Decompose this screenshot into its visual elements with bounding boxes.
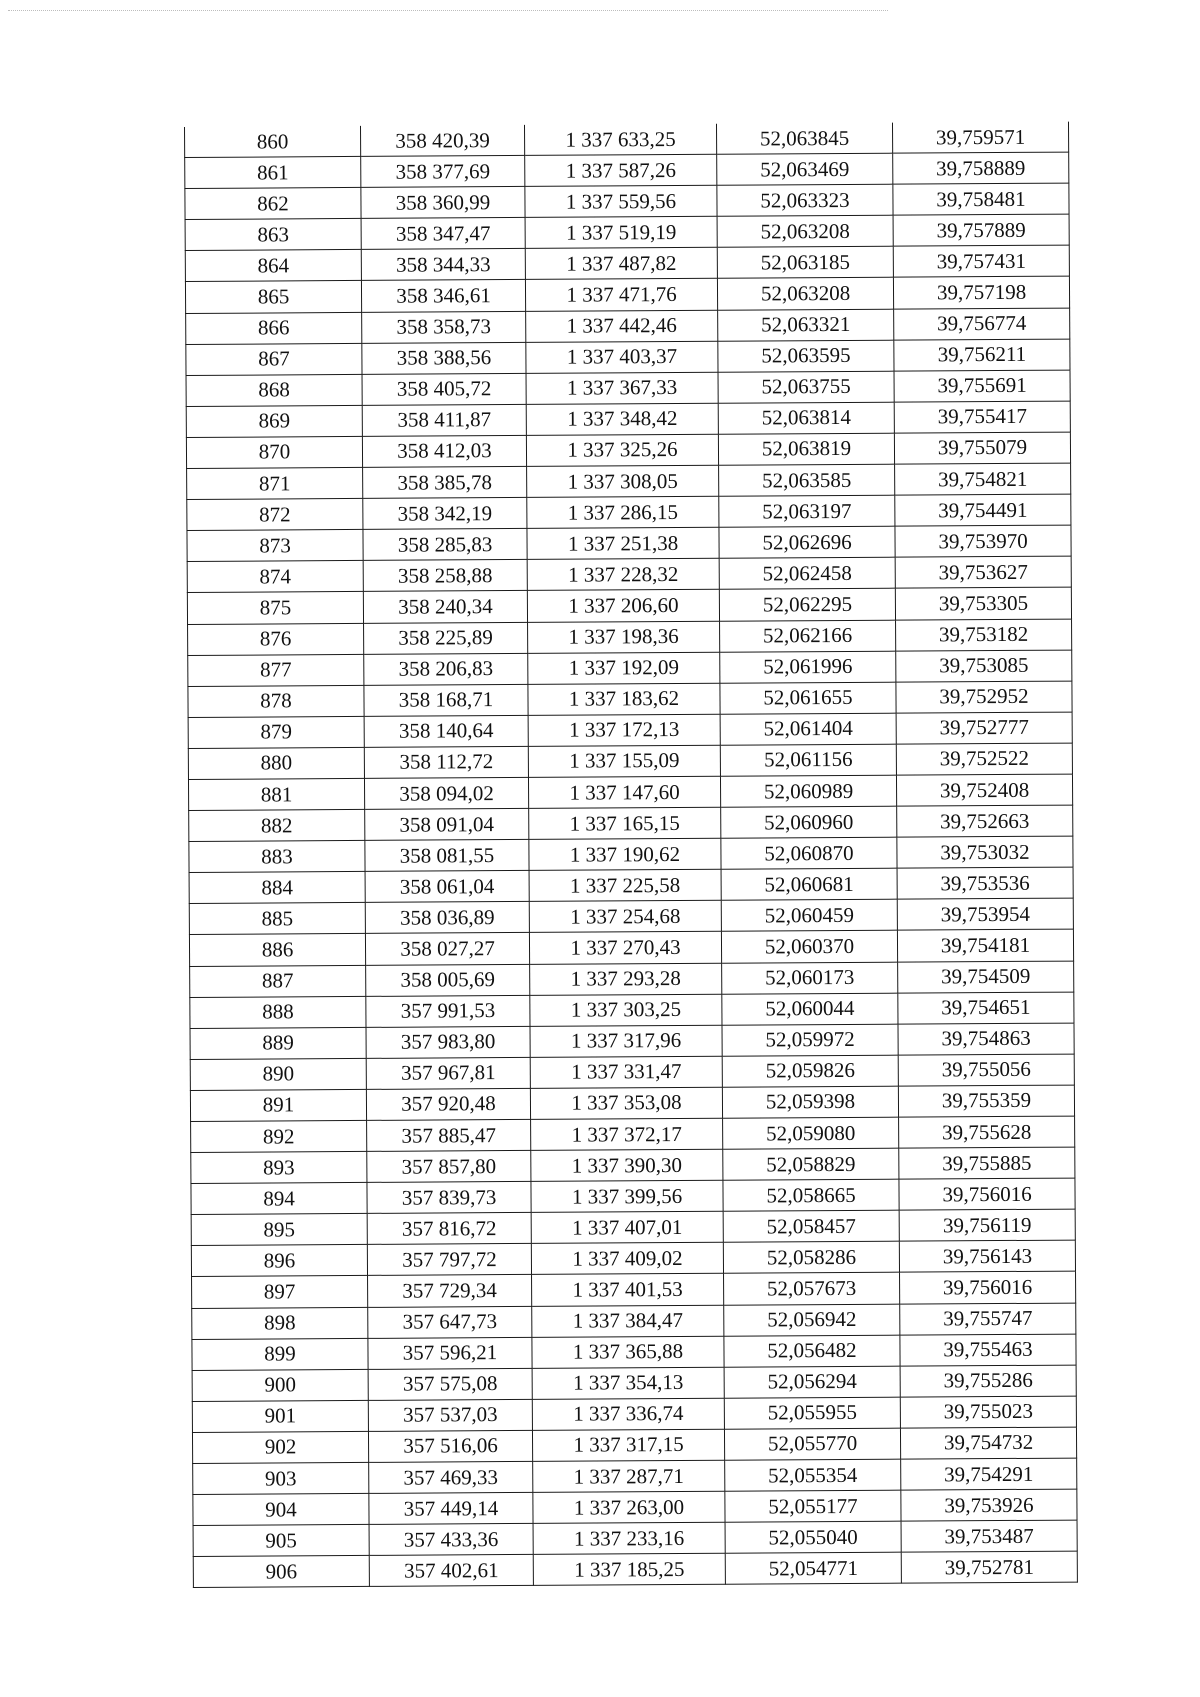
longitude-cell: 39,753305 [895,587,1071,619]
y-coordinate-cell: 1 337 206,60 [527,590,719,622]
longitude-cell: 39,754291 [901,1458,1077,1490]
latitude-cell: 52,060044 [722,993,898,1025]
longitude-cell: 39,755056 [898,1054,1074,1086]
y-coordinate-cell: 1 337 401,53 [532,1274,724,1306]
y-coordinate-cell: 1 337 336,74 [532,1398,724,1430]
x-coordinate-cell: 358 112,72 [364,746,528,778]
longitude-cell: 39,752781 [901,1551,1077,1583]
latitude-cell: 52,063469 [717,153,893,185]
point-number-cell: 883 [189,841,365,873]
point-number-cell: 869 [186,405,362,437]
y-coordinate-cell: 1 337 287,71 [533,1460,725,1492]
point-number-cell: 873 [187,530,363,562]
y-coordinate-cell: 1 337 286,15 [527,496,719,528]
y-coordinate-cell: 1 337 403,37 [526,341,718,373]
point-number-cell: 885 [189,903,365,935]
latitude-cell: 52,059398 [722,1086,898,1118]
latitude-cell: 52,061404 [720,713,896,745]
x-coordinate-cell: 358 091,04 [365,808,529,840]
point-number-cell: 870 [186,436,362,468]
longitude-cell: 39,753487 [901,1520,1077,1552]
point-number-cell: 890 [190,1058,366,1090]
x-coordinate-cell: 357 983,80 [366,1026,530,1058]
y-coordinate-cell: 1 337 587,26 [525,154,717,186]
y-coordinate-cell: 1 337 384,47 [532,1305,724,1337]
latitude-cell: 52,063323 [717,184,893,216]
latitude-cell: 52,062458 [719,557,895,589]
point-number-cell: 891 [190,1089,366,1121]
point-number-cell: 882 [189,809,365,841]
point-number-cell: 884 [189,872,365,904]
longitude-cell: 39,754651 [898,992,1074,1024]
point-number-cell: 899 [192,1338,368,1370]
y-coordinate-cell: 1 337 185,25 [533,1554,725,1586]
point-number-cell: 876 [188,623,364,655]
x-coordinate-cell: 357 991,53 [366,995,530,1027]
x-coordinate-cell: 358 206,83 [364,653,528,685]
point-number-cell: 906 [193,1556,369,1588]
latitude-cell: 52,059972 [722,1024,898,1056]
x-coordinate-cell: 358 061,04 [365,871,529,903]
longitude-cell: 39,752408 [896,774,1072,806]
x-coordinate-cell: 358 420,39 [360,125,524,157]
point-number-cell: 863 [185,219,361,251]
longitude-cell: 39,757198 [893,277,1069,309]
point-number-cell: 889 [190,1027,366,1059]
latitude-cell: 52,063819 [718,433,894,465]
x-coordinate-cell: 357 839,73 [367,1182,531,1214]
x-coordinate-cell: 357 857,80 [367,1150,531,1182]
latitude-cell: 52,063197 [719,495,895,527]
x-coordinate-cell: 357 885,47 [367,1119,531,1151]
longitude-cell: 39,754181 [897,930,1073,962]
y-coordinate-cell: 1 337 251,38 [527,527,719,559]
latitude-cell: 52,060870 [721,837,897,869]
latitude-cell: 52,060989 [720,775,896,807]
longitude-cell: 39,757889 [893,214,1069,246]
point-number-cell: 896 [191,1245,367,1277]
longitude-cell: 39,759571 [892,122,1068,154]
point-number-cell: 898 [192,1307,368,1339]
x-coordinate-cell: 358 342,19 [363,498,527,530]
x-coordinate-cell: 357 647,73 [368,1306,532,1338]
point-number-cell: 862 [185,188,361,220]
latitude-cell: 52,057673 [724,1273,900,1305]
y-coordinate-cell: 1 337 372,17 [531,1118,723,1150]
point-number-cell: 879 [188,716,364,748]
longitude-cell: 39,754732 [900,1427,1076,1459]
coordinates-table-body [184,122,1077,1588]
longitude-cell: 39,756774 [894,308,1070,340]
latitude-cell: 52,058829 [723,1148,899,1180]
latitude-cell: 52,060960 [721,806,897,838]
x-coordinate-cell: 357 469,33 [369,1461,533,1493]
longitude-cell: 39,753085 [896,650,1072,682]
x-coordinate-cell: 357 596,21 [368,1337,532,1369]
y-coordinate-cell: 1 337 293,28 [530,963,722,995]
y-coordinate-cell: 1 337 325,26 [526,434,718,466]
y-coordinate-cell: 1 337 331,47 [530,1056,722,1088]
x-coordinate-cell: 357 516,06 [368,1430,532,1462]
point-number-cell: 881 [188,778,364,810]
x-coordinate-cell: 358 411,87 [362,404,526,436]
latitude-cell: 52,060459 [721,900,897,932]
y-coordinate-cell: 1 337 198,36 [528,621,720,653]
y-coordinate-cell: 1 337 471,76 [525,279,717,311]
x-coordinate-cell: 358 094,02 [364,777,528,809]
y-coordinate-cell: 1 337 367,33 [526,372,718,404]
x-coordinate-cell: 358 377,69 [361,156,525,188]
latitude-cell: 52,056482 [724,1335,900,1367]
latitude-cell: 52,059080 [723,1117,899,1149]
x-coordinate-cell: 358 405,72 [362,373,526,405]
y-coordinate-cell: 1 337 365,88 [532,1336,724,1368]
longitude-cell: 39,752522 [896,743,1072,775]
longitude-cell: 39,756211 [894,339,1070,371]
x-coordinate-cell: 358 081,55 [365,840,529,872]
longitude-cell: 39,755023 [900,1396,1076,1428]
x-coordinate-cell: 357 816,72 [367,1213,531,1245]
longitude-cell: 39,753926 [901,1489,1077,1521]
point-number-cell: 895 [191,1214,367,1246]
latitude-cell: 52,060370 [721,931,897,963]
point-number-cell: 871 [187,467,363,499]
latitude-cell: 52,062696 [719,526,895,558]
x-coordinate-cell: 358 140,64 [364,715,528,747]
latitude-cell: 52,061156 [720,744,896,776]
latitude-cell: 52,063321 [718,309,894,341]
latitude-cell: 52,060681 [721,868,897,900]
longitude-cell: 39,752663 [897,805,1073,837]
longitude-cell: 39,753954 [897,898,1073,930]
x-coordinate-cell: 357 433,36 [369,1524,533,1556]
x-coordinate-cell: 358 036,89 [365,902,529,934]
point-number-cell: 893 [191,1151,367,1183]
latitude-cell: 52,055177 [725,1490,901,1522]
latitude-cell: 52,055354 [725,1459,901,1491]
y-coordinate-cell: 1 337 308,05 [527,465,719,497]
y-coordinate-cell: 1 337 633,25 [524,124,716,156]
x-coordinate-cell: 358 027,27 [365,933,529,965]
longitude-cell: 39,753032 [897,836,1073,868]
longitude-cell: 39,756016 [900,1272,1076,1304]
point-number-cell: 888 [190,996,366,1028]
y-coordinate-cell: 1 337 147,60 [528,776,720,808]
latitude-cell: 52,063208 [717,215,893,247]
longitude-cell: 39,758481 [893,183,1069,215]
point-number-cell: 874 [187,561,363,593]
longitude-cell: 39,755628 [899,1116,1075,1148]
longitude-cell: 39,755885 [899,1147,1075,1179]
latitude-cell: 52,063185 [717,247,893,279]
x-coordinate-cell: 358 412,03 [362,435,526,467]
y-coordinate-cell: 1 337 165,15 [529,807,721,839]
y-coordinate-cell: 1 337 390,30 [531,1149,723,1181]
point-number-cell: 860 [184,126,360,158]
point-number-cell: 887 [190,965,366,997]
x-coordinate-cell: 357 537,03 [368,1399,532,1431]
y-coordinate-cell: 1 337 190,62 [529,838,721,870]
longitude-cell: 39,754491 [895,494,1071,526]
longitude-cell: 39,755359 [898,1085,1074,1117]
x-coordinate-cell: 358 358,73 [362,311,526,343]
longitude-cell: 39,755747 [900,1303,1076,1335]
y-coordinate-cell: 1 337 172,13 [528,714,720,746]
scan-artifact-line [8,10,888,11]
x-coordinate-cell: 358 168,71 [364,684,528,716]
y-coordinate-cell: 1 337 353,08 [530,1087,722,1119]
longitude-cell: 39,753627 [895,556,1071,588]
point-number-cell: 866 [186,312,362,344]
y-coordinate-cell: 1 337 263,00 [533,1491,725,1523]
y-coordinate-cell: 1 337 303,25 [530,994,722,1026]
x-coordinate-cell: 357 729,34 [368,1275,532,1307]
point-number-cell: 897 [192,1276,368,1308]
latitude-cell: 52,060173 [722,962,898,994]
point-number-cell: 904 [193,1494,369,1526]
latitude-cell: 52,061996 [720,651,896,683]
latitude-cell: 52,058457 [723,1210,899,1242]
longitude-cell: 39,754863 [898,1023,1074,1055]
latitude-cell: 52,058665 [723,1179,899,1211]
point-number-cell: 865 [185,281,361,313]
y-coordinate-cell: 1 337 317,15 [532,1429,724,1461]
point-number-cell: 872 [187,499,363,531]
latitude-cell: 52,063585 [719,464,895,496]
point-number-cell: 900 [192,1369,368,1401]
x-coordinate-cell: 358 346,61 [361,280,525,312]
y-coordinate-cell: 1 337 155,09 [528,745,720,777]
longitude-cell: 39,753182 [896,619,1072,651]
latitude-cell: 52,063208 [717,278,893,310]
x-coordinate-cell: 358 285,83 [363,529,527,561]
y-coordinate-cell: 1 337 233,16 [533,1522,725,1554]
y-coordinate-cell: 1 337 183,62 [528,683,720,715]
x-coordinate-cell: 358 005,69 [366,964,530,996]
y-coordinate-cell: 1 337 409,02 [531,1243,723,1275]
point-number-cell: 886 [189,934,365,966]
x-coordinate-cell: 358 240,34 [363,591,527,623]
longitude-cell: 39,754509 [898,961,1074,993]
point-number-cell: 875 [187,592,363,624]
y-coordinate-cell: 1 337 519,19 [525,217,717,249]
y-coordinate-cell: 1 337 192,09 [528,652,720,684]
latitude-cell: 52,063595 [718,340,894,372]
y-coordinate-cell: 1 337 270,43 [529,932,721,964]
longitude-cell: 39,755079 [894,432,1070,464]
point-number-cell: 867 [186,343,362,375]
longitude-cell: 39,755417 [894,401,1070,433]
x-coordinate-cell: 357 449,14 [369,1493,533,1525]
latitude-cell: 52,059826 [722,1055,898,1087]
longitude-cell: 39,753970 [895,525,1071,557]
latitude-cell: 52,055040 [725,1521,901,1553]
longitude-cell: 39,754821 [895,463,1071,495]
x-coordinate-cell: 358 388,56 [362,342,526,374]
x-coordinate-cell: 358 225,89 [364,622,528,654]
longitude-cell: 39,755463 [900,1334,1076,1366]
y-coordinate-cell: 1 337 228,32 [527,559,719,591]
y-coordinate-cell: 1 337 254,68 [529,901,721,933]
latitude-cell: 52,061655 [720,682,896,714]
x-coordinate-cell: 357 797,72 [367,1244,531,1276]
point-number-cell: 902 [192,1431,368,1463]
latitude-cell: 52,055770 [724,1428,900,1460]
x-coordinate-cell: 357 402,61 [369,1555,533,1587]
point-number-cell: 877 [188,654,364,686]
latitude-cell: 52,056942 [724,1304,900,1336]
point-number-cell: 903 [193,1462,369,1494]
latitude-cell: 52,063755 [718,371,894,403]
point-number-cell: 905 [193,1525,369,1557]
y-coordinate-cell: 1 337 407,01 [531,1212,723,1244]
x-coordinate-cell: 358 344,33 [361,249,525,281]
longitude-cell: 39,757431 [893,245,1069,277]
longitude-cell: 39,753536 [897,867,1073,899]
longitude-cell: 39,756016 [899,1178,1075,1210]
longitude-cell: 39,752952 [896,681,1072,713]
x-coordinate-cell: 358 347,47 [361,218,525,250]
y-coordinate-cell: 1 337 559,56 [525,185,717,217]
y-coordinate-cell: 1 337 487,82 [525,248,717,280]
latitude-cell: 52,063814 [718,402,894,434]
table-row [193,1551,1077,1587]
latitude-cell: 52,058286 [723,1242,899,1274]
point-number-cell: 861 [185,157,361,189]
latitude-cell: 52,063845 [716,123,892,155]
point-number-cell: 901 [192,1400,368,1432]
point-number-cell: 894 [191,1183,367,1215]
point-number-cell: 880 [188,747,364,779]
latitude-cell: 52,054771 [725,1552,901,1584]
x-coordinate-cell: 357 920,48 [366,1088,530,1120]
longitude-cell: 39,756119 [899,1209,1075,1241]
longitude-cell: 39,756143 [899,1240,1075,1272]
point-number-cell: 864 [185,250,361,282]
longitude-cell: 39,755286 [900,1365,1076,1397]
x-coordinate-cell: 358 360,99 [361,187,525,219]
y-coordinate-cell: 1 337 348,42 [526,403,718,435]
x-coordinate-cell: 358 258,88 [363,560,527,592]
latitude-cell: 52,062166 [720,620,896,652]
coordinates-table [184,122,1078,1589]
x-coordinate-cell: 357 967,81 [366,1057,530,1089]
x-coordinate-cell: 358 385,78 [363,466,527,498]
point-number-cell: 868 [186,374,362,406]
y-coordinate-cell: 1 337 442,46 [526,310,718,342]
y-coordinate-cell: 1 337 399,56 [531,1180,723,1212]
point-number-cell: 892 [191,1120,367,1152]
longitude-cell: 39,752777 [896,712,1072,744]
longitude-cell: 39,755691 [894,370,1070,402]
y-coordinate-cell: 1 337 225,58 [529,869,721,901]
y-coordinate-cell: 1 337 317,96 [530,1025,722,1057]
latitude-cell: 52,055955 [724,1397,900,1429]
x-coordinate-cell: 357 575,08 [368,1368,532,1400]
point-number-cell: 878 [188,685,364,717]
longitude-cell: 39,758889 [893,152,1069,184]
y-coordinate-cell: 1 337 354,13 [532,1367,724,1399]
latitude-cell: 52,056294 [724,1366,900,1398]
latitude-cell: 52,062295 [719,589,895,621]
